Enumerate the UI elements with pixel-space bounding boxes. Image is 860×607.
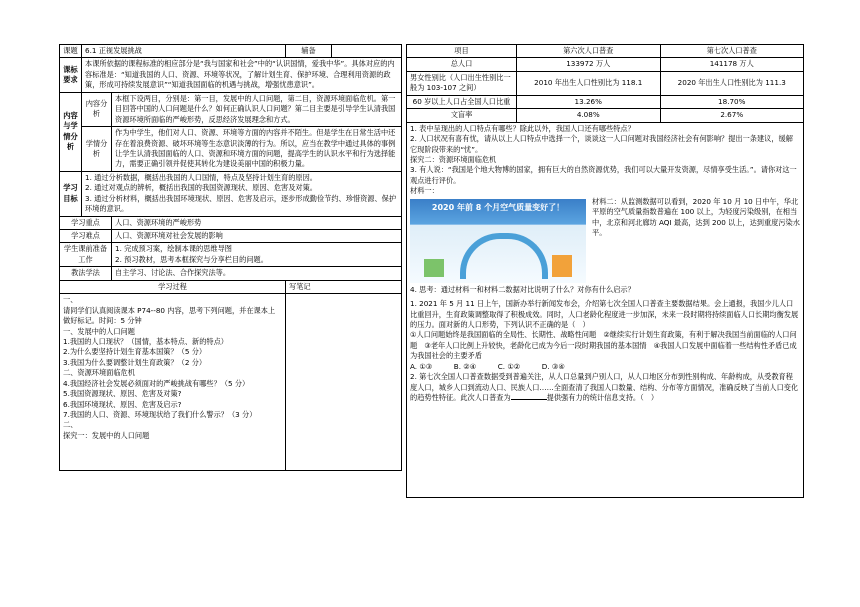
mc-question-2-stem (410, 372, 800, 403)
topic-label: 课题 (60, 45, 82, 58)
mc-question-2-stem-a: 2. 第七次全国人口普查数据受到普遍关注，从人口总量到户别人口，从人口地区分布到性别构成、年龄构成，从受教育程度人口，城乡人口到流动人口、民族人口……全面查清了我国人口数量、结构、分布等方面情况，准确反映了当前人口变化的趋势性特征。此次人口普查为 (410, 372, 799, 403)
census-row (407, 71, 804, 95)
question-4: 4. 思考：通过材料一和材料二数据对比说明了什么？对你有什么启示？ (410, 284, 635, 294)
goal-item: 1. 通过分析数据，概括出我国的人口国情，特点及坚持计划生育的原因。 (85, 172, 317, 182)
chart-bar-graphic (552, 255, 572, 277)
standard-label: 课标要求 (60, 58, 82, 92)
air-quality-photo (410, 199, 586, 283)
student-analysis-row (60, 127, 402, 172)
chart-ring-graphic (460, 233, 548, 279)
content-analysis-label: 内容分析 (82, 92, 112, 126)
methods-row (60, 267, 402, 280)
process-line: 1.我国的人口现状？（国情，基本特点、新的特点） (63, 336, 228, 346)
material-1-label: 材料一： (410, 186, 439, 196)
questions-table (406, 123, 804, 498)
process-line: 探究一：发展中的人口问题 (63, 430, 150, 440)
question-1: 1. 表中呈现出的人口特点有哪些？除此以外，我国人口还有哪些特点？ (410, 123, 635, 133)
process-header: 学习过程 (60, 280, 286, 293)
goals-label: 学习目标 (60, 171, 82, 216)
content-analysis-row (60, 92, 402, 126)
key-row (60, 216, 402, 229)
process-line: 2.为什么要坚持计划生育基本国策？（5 分） (63, 347, 207, 357)
mc-question-1-stem: 1. 2021 年 5 月 11 日上午，国新办举行新闻发布会，介绍第七次全国人口普查主要数据结果。会上通报，我国少儿人口比重回升，生育政策调整取得了积极成效。同时，人口老龄化程度进一步加深，未来一段时期将持续面临人口长期均衡发展的压力。面对新的人口形势，下列认识不正确的是（ ） (410, 299, 799, 329)
process-line: 二、资源环境面临危机 (63, 368, 135, 378)
difficulty-label: 学习难点 (60, 230, 112, 243)
topic-row (60, 45, 402, 58)
census-row (407, 58, 804, 71)
prep-value (332, 45, 402, 58)
census-cell: 18.70% (660, 95, 804, 108)
student-analysis-text: 作为中学生，他们对人口、资源、环境等方面的内容并不陌生。但是学生在日常生活中还存在着浪费资源、破坏环境等生态意识淡薄的行为。所以，应当在教学中通过具体的事例让学生认清我国面临的人口、资源和环境方面的问题，提高学生的认识水平和行为选择能力，需要正确引领并促使其转化为建设美丽中国的积极力量。 (112, 127, 402, 172)
difficulty-value: 人口、资源环境对社会发展的影响 (112, 230, 402, 243)
process-line: 一、 (63, 295, 78, 305)
questions-row (407, 123, 804, 498)
census-row (407, 95, 804, 108)
photo-title: 2020 年前 8 个月空气质量变好了！ (431, 202, 565, 212)
prep-label: 辅备 (286, 45, 332, 58)
preclass-item: 2. 预习教材，思考本框探究与分享栏目的问题。 (115, 254, 268, 264)
preclass-row (60, 243, 402, 267)
question-2: 2. 人口状况有喜有忧，请从以上人口特点中选择一个，谈谈这一人口问题对我国经济社会有何影响？提出一条建议，缓解它现阶段带来的“忧”。 (410, 134, 793, 154)
goal-item: 3. 通过分析材料，概括出我国环境现状、原因、危害及启示，逐步形成勤俭节约、珍惜资源、保护环境的意识。 (85, 193, 397, 214)
census-cell: 60 岁以上人口占全国人口比重 (407, 95, 517, 108)
goals-list (82, 171, 402, 216)
mc-question-1-options: ①人口问题始终是我国面临的全局性、长期性、战略性问题 ②继续实行计划生育政策，有利于解决我国当前面临的人口问题 ③老年人口比例上升较快，老龄化已成为今后一段时期我国的基本国情 ④我国人口发展中面临着一些结构性矛盾已成为我国社会的主要矛盾 (410, 330, 797, 361)
analysis-label: 内容与学情分析 (60, 92, 82, 171)
census-cell: 4.08% (517, 109, 661, 122)
mc-question-2-stem-b: 提供强有力的统计信息支持。（ ） (546, 393, 659, 403)
census-header-row (407, 45, 804, 58)
methods-label: 教法学法 (60, 267, 112, 280)
census-table (406, 44, 804, 123)
standard-text: 本课所依据的课程标准的相应部分是“我与国家和社会”中的“认识国情，爱我中华”。具体对应的内容标准是：“知道我国的人口、资源、环境等状况，了解计划生育、保护环境、合理利用资源的政策，形成可持续发展意识”“知道我国面临的机遇与挑战，增强忧患意识”。 (82, 58, 402, 92)
explore-2-title: 探究二：资源环境面临危机 (410, 154, 497, 164)
questions-cell (407, 123, 804, 498)
preclass-item: 1. 完成预习案，绘制本课的思维导图 (115, 244, 232, 254)
answer-blank (511, 399, 547, 400)
process-body-row (60, 294, 402, 471)
process-line: 3.我国为什么要调整计划生育政策？（2 分） (63, 357, 207, 367)
census-header: 项目 (407, 45, 517, 58)
preclass-list (112, 243, 402, 267)
process-header-row (60, 280, 402, 293)
standard-row (60, 58, 402, 92)
topic-value: 6.1 正视发展挑战 (82, 45, 286, 58)
census-cell: 2.67% (660, 109, 804, 122)
census-header: 第七次人口普查 (660, 45, 804, 58)
key-label: 学习重点 (60, 216, 112, 229)
goals-row (60, 171, 402, 216)
goal-item: 2. 通过对观点的辨析，概括出我国的我国资源现状、原因、危害及对策。 (85, 183, 317, 193)
mc-question-1-choices: A. ①③ B. ②④ C. ①② D. ③④ (410, 361, 565, 371)
process-line: 请同学们认真阅读课本 P74--80 内容，思考下列问题，并在课本上做好标记。时间：5 分钟 (63, 305, 276, 326)
process-line: 5.我国资源现状、原因、危害及对策? (63, 389, 182, 399)
process-body (60, 294, 286, 471)
census-cell: 2010 年出生人口性别比为 118.1 (517, 71, 661, 95)
content-analysis-text: 本框下设两目，分别是：第一目，发展中的人口问题，第二目，资源环境面临危机。第一目回答中国的人口问题是什么？如何正确认识人口问题？第二目主要是引导学生认清我国资源环境所面临的严峻形势，反思经济发展理念和方式。 (112, 92, 402, 126)
census-cell: 133972 万人 (517, 58, 661, 71)
material-2: 材料二：从监测数据可以看到，2020 年 10 月 10 日中午，华北平原的空气质量指数普遍在 100 以上，为轻度污染级别，在相当中，北京和河北廊坊 AQI 最高，达到 200 以上，达到重度污染水平。 (592, 196, 800, 237)
process-line: 二、 (63, 420, 78, 430)
preclass-label: 学生课前准备工作 (60, 243, 112, 267)
census-row (407, 109, 804, 122)
process-line: 一、发展中的人口问题 (63, 326, 135, 336)
key-value: 人口、资源环境的严峻形势 (112, 216, 402, 229)
methods-value: 自主学习、讨论法、合作探究法等。 (112, 267, 402, 280)
census-cell: 13.26% (517, 95, 661, 108)
lesson-plan-table (59, 44, 402, 471)
student-analysis-label: 学情分析 (82, 127, 112, 172)
process-line: 6.我国环境现状、原因、危害及启示? (63, 399, 182, 409)
difficulty-row (60, 230, 402, 243)
census-cell: 男女性别比（人口出生性别比一般为 103-107 之间） (407, 71, 517, 95)
census-cell: 文盲率 (407, 109, 517, 122)
left-column (59, 44, 402, 471)
process-line: 4.我国经济社会发展必须面对的严峻挑战有哪些？（5 分） (63, 378, 250, 388)
right-column (406, 44, 804, 498)
census-cell: 141178 万人 (660, 58, 804, 71)
chart-bar-graphic (424, 259, 444, 277)
question-3: 3. 有人说：“我国是个地大物博的国家，拥有巨大的自然资源优势，我们可以大量开发资源，尽情享受生活。”。请你对这一观点进行评价。 (410, 165, 797, 185)
process-line: 7.我国的人口、资源、环境现状给了我们什么警示？（3 分） (63, 410, 257, 419)
notes-area (286, 294, 402, 471)
census-header: 第六次人口普查 (517, 45, 661, 58)
census-cell: 总人口 (407, 58, 517, 71)
notes-header: 写笔记 (286, 280, 402, 293)
census-cell: 2020 年出生人口性别比为 111.3 (660, 71, 804, 95)
